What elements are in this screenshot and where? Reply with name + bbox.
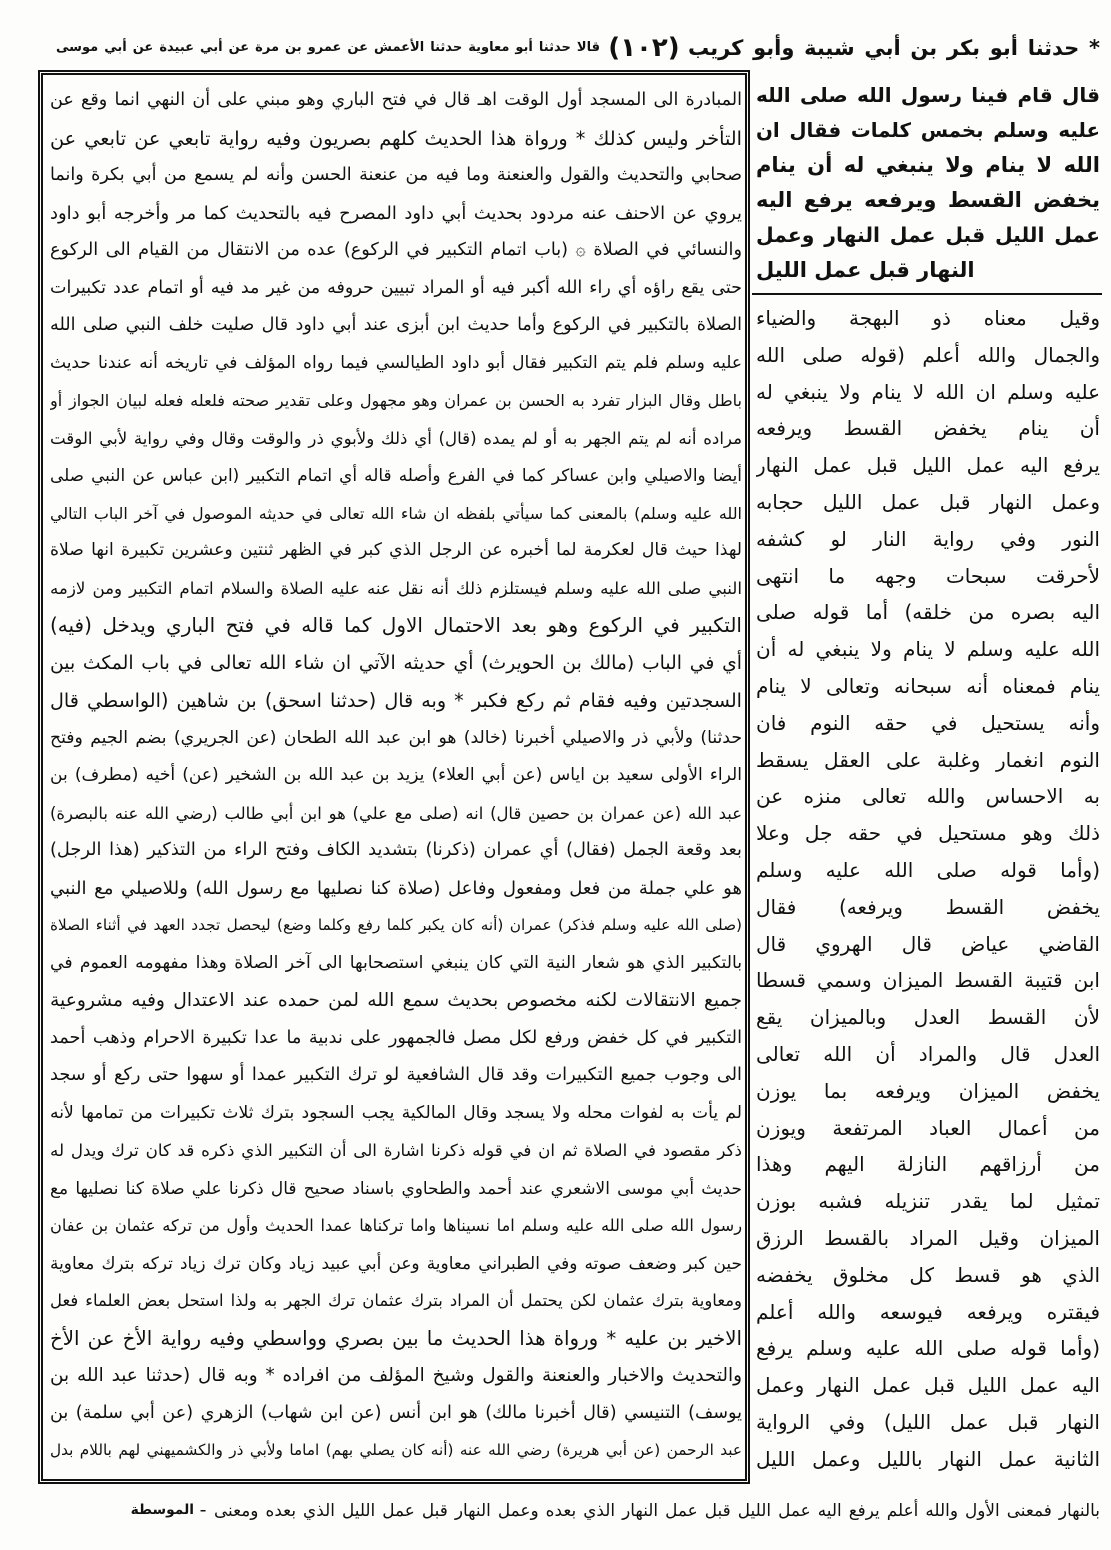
side-commentary-line: العدل قال والمراد أن الله تعالى xyxy=(756,1041,1100,1066)
main-line: لم يأت به لفوات محله ولا يسجد وقال المالكية يجب السجود بترك ثلاث تكبيرات من تمامها لأنه xyxy=(50,1102,742,1123)
header-left-text: قالا حدثنا أبو معاوية حدثنا الأعمش عن عمرو بن مرة عن أبي عبيدة عن أبي موسى xyxy=(56,40,600,55)
main-line: حتى يقع راؤه أي راء الله أكبر فيه أو المراد تبيين حروفه من غير مد فيه أو اتمام عدد تكبيرات xyxy=(50,277,742,298)
side-commentary-line: ينام فمعناه أنه سبحانه وتعالى لا ينام xyxy=(756,673,1100,698)
side-commentary-block xyxy=(756,300,1100,1478)
side-commentary-line: والجمال والله أعلم (قوله صلى الله xyxy=(756,342,1100,367)
side-commentary-line: أن ينام يخفض القسط ويرفعه xyxy=(756,416,1100,441)
side-commentary-line: يرفع اليه عمل الليل قبل عمل النهار xyxy=(756,453,1100,478)
side-commentary-line: تمثيل لما يقدر تنزيله فشبه بوزن xyxy=(756,1189,1100,1214)
matn-line: قال قام فينا رسول الله صلى الله xyxy=(756,83,1100,107)
main-line: لهذا حيث قال لعكرمة لما أخبره عن الرجل الذي كبر في الظهر ثنتين وعشرين تكبيرة انها صلاة xyxy=(50,540,742,560)
main-line: حدثنا) ولأبي ذر والاصيلي أخبرنا (خالد) هو ابن عبد الله الطحان (عن الجريري) بضم الجيم وفتح xyxy=(50,727,742,748)
side-commentary-line: وعمل النهار قبل عمل الليل حجابه xyxy=(756,489,1100,514)
side-commentary-line: عليه وسلم ان الله لا ينام ولا ينبغي له xyxy=(756,379,1100,404)
side-commentary-line: (وأما قوله صلى الله عليه وسلم يرفع xyxy=(756,1336,1100,1361)
matn-line: الله لا ينام ولا ينبغي له أن ينام xyxy=(756,153,1100,177)
side-commentary-line: الله عليه وسلم لا ينام ولا ينبغي له أن xyxy=(756,637,1100,662)
side-commentary-line: به الاحساس والله تعالى منزه عن xyxy=(756,784,1100,809)
main-line: أيضا والاصيلي وابن عساكر كما في الفرع وأصله قاله أي اتمام التكبير (ابن عباس عن النبي صلى xyxy=(50,465,742,485)
side-commentary-line: وقيل معناه ذو البهجة والضياء xyxy=(756,306,1100,330)
main-line: حين كبر وضعف صوته وفي الطبراني معاوية وعن أبي عبيد زياد وكان ترك زياد تركه بترك معاوية xyxy=(50,1252,742,1273)
side-commentary-line: وأنه يستحيل في حقه النوم فان xyxy=(756,710,1100,735)
side-divider-rule xyxy=(752,293,1102,295)
side-commentary-line: النور وفي رواية النار لو كشفه xyxy=(756,526,1100,551)
main-line: يوسف) التنيسي (قال أخبرنا مالك) هو ابن أنس (عن ابن شهاب) الزهري (عن أبي سلمة) بن xyxy=(50,1402,742,1423)
side-commentary-line: النوم انغمار وغلبة على العقل يسقط xyxy=(756,747,1100,772)
main-line: الله عليه وسلم) بالمعنى كما سيأتي بلفظه ان شاء الله تعالى في حديثه الموصول في آخر الباب التالي xyxy=(50,503,742,523)
main-line: بالتكبير الذي هو شعار النية التي كان ينبغي استصحابها الى آخر الصلاة وهذا مفهومه العموم في xyxy=(50,952,742,973)
matn-line: عمل الليل قبل عمل النهار وعمل xyxy=(756,223,1100,247)
main-line: النبي صلى الله عليه وسلم فيستلزم ذلك أنه نقل عنه عليه الصلاة والسلام اتمام التكبير ومن لازمه xyxy=(50,578,742,598)
matn-line: يخفض القسط ويرفعه يرفع اليه xyxy=(756,188,1100,212)
main-line: الصلاة بالتكبير في الركوع وأما حديث ابن أبزى عند أبي داود قال صليت خلف النبي صلى الله xyxy=(50,315,742,335)
side-commentary-line: يخفض الميزان ويرفعه بما يوزن xyxy=(756,1078,1100,1103)
side-matn-block xyxy=(756,78,1100,288)
side-commentary-line: لأن القسط العدل وبالميزان يقع xyxy=(756,1005,1100,1030)
side-commentary-line: الميزان وقيل المراد بالقسط الرزق xyxy=(756,1225,1100,1250)
header-right-text: * حدثنا أبو بكر بن أبي شيبة وأبو كريب xyxy=(688,36,1100,60)
main-line: الاخير بن عليه * ورواة هذا الحديث ما بين بصري وواسطي وفيه رواية الأخ عن الأخ xyxy=(50,1326,742,1350)
footer-catchword: الموسطة xyxy=(130,1502,194,1518)
main-line: والتحديث والاخبار والعنعنة والقول وشيخ المؤلف من افراده * وبه قال (حدثنا عبد الله بن xyxy=(50,1365,742,1386)
main-line: جميع الانتقالات لكنه مخصوص بحديث سمع الله لمن حمده عند الاعتدال وفيه مشروعية xyxy=(50,990,742,1011)
main-line: التأخر وليس كذلك * ورواة هذا الحديث كلهم بصريون وفيه رواية تابعي عن تابعي عن xyxy=(50,126,742,150)
matn-line: عليه وسلم بخمس كلمات فقال ان xyxy=(756,119,1100,142)
main-line: حديث أبي موسى الاشعري عند أحمد والطحاوي باسناد صحيح قال ذكرنا علي صلاة كنا نصليها مع xyxy=(50,1177,742,1198)
main-line: أي في الباب (مالك بن الحويرث) أي حديثه الآتي ان شاء الله تعالى في باب المكث بين xyxy=(50,652,742,674)
side-commentary-line: الذي هو قسط كل مخلوق يخفضه xyxy=(756,1262,1100,1287)
main-line: الى وجوب جميع التكبيرات وقد قال الشافعية لو ترك التكبير عمدا أو سهوا حتى ركع أو سجد xyxy=(50,1065,742,1085)
side-commentary-line: الثانية عمل النهار بالليل وعمل الليل xyxy=(756,1446,1100,1471)
side-commentary-line: ابن قتيبة القسط الميزان وسمي قسطا xyxy=(756,968,1100,993)
side-commentary-line: النهار قبل عمل الليل) وفي الرواية xyxy=(756,1409,1100,1434)
main-line: رسول الله صلى الله عليه وسلم اما نسيناها واما تركناها عمدا الحديث وأول من تركه عثمان بن عفان xyxy=(50,1216,742,1235)
side-commentary-line: القاضي عياض قال الهروي قال xyxy=(756,931,1100,956)
side-commentary-line: من أعمال العباد المرتفعة ويوزن xyxy=(756,1115,1100,1140)
main-line: بعد وقعة الجمل (فقال) أي عمران (ذكرنا) بتشديد الكاف وفتح الراء من التذكير (هذا الرجل) xyxy=(50,840,742,860)
side-commentary-line: فيقتره ويرفعه فيوسعه والله أعلم xyxy=(756,1299,1100,1324)
side-commentary-line: من أرزاقهم النازلة اليهم وهذا xyxy=(756,1152,1100,1177)
main-line: التكبير في كل خفض ورفع لكل مصل فالجمهور على ندبية ما عدا تكبيرة الاحرام وذهب أحمد xyxy=(50,1027,742,1048)
side-commentary-line: اليه عمل الليل قبل عمل النهار وعمل xyxy=(756,1373,1100,1398)
side-commentary-line: يخفض القسط ويرفعه) فقال xyxy=(756,894,1100,919)
main-line: الراء الأولى سعيد بن اياس (عن أبي العلاء) يزيد بن عبد الله بن الشخير (عن) أخيه (مطرف) بن xyxy=(50,765,742,785)
main-line: ومعاوية بترك عثمان لكن يحتمل أن المراد بترك عثمان ترك الجهر به ولذا استحل بعض العلماء فعل xyxy=(50,1291,742,1310)
main-line: (صلى الله عليه وسلم فذكر) عمران (أنه كان يكبر كلما رفع وكلما وضع) ليحصل تجدد العهد في أثناء الصلاة xyxy=(50,916,742,934)
footer-continuation-text: بالنهار فمعنى الأول والله أعلم يرفع اليه عمل الليل قبل عمل النهار الذي بعده وعمل النهار قبل عمل الليل الذي بعده ومعنى xyxy=(214,1500,1100,1520)
main-line: مراده أنه لم يتم الجهر به أو لم يمده (قال) أي ذلك ولأبوي ذر والوقت وقال وفي رواية لأبي الوقت xyxy=(50,428,742,448)
main-line: باطل وقال البزار تفرد به الحسن بن عمران وهو مجهول وعلى تقدير صحته فلعله فعله لبيان الجواز أو xyxy=(50,391,742,410)
main-line: السجدتين وفيه فقام ثم ركع فكبر * وبه قال (حدثنا اسحق) بن شاهين (الواسطي قال xyxy=(50,689,742,712)
main-line: هو علي جملة من فعل ومفعول وفاعل (صلاة كنا نصليها مع رسول الله) وللاصيلي مع النبي xyxy=(50,877,742,899)
side-commentary-line: (وأما قوله صلى الله عليه وسلم xyxy=(756,857,1100,882)
side-commentary-line: ذلك وهو مستحيل في حقه جل وعلا xyxy=(756,821,1100,846)
main-line: عليه وسلم فلم يتم التكبير فقال أبو داود الطيالسي فيما رواه المؤلف في تاريخه أنه عندنا حديث xyxy=(50,352,742,373)
main-line: التكبير في الركوع وهو بعد الاحتمال الاول كما قاله في فتح الباري ويدخل (فيه) xyxy=(50,613,742,637)
side-commentary-line: اليه بصره من خلقه) أما قوله صلى xyxy=(756,600,1100,625)
matn-line: النهار قبل عمل الليل xyxy=(756,258,975,282)
main-line: صحابي والتحديث والقول والعنعنة وما فيه من عنعنة الحسن وأنه لم يسمع من أبي بكرة وانما xyxy=(50,165,742,185)
page-number: (١٠٢) xyxy=(608,33,680,63)
footer-dash: - xyxy=(199,1499,207,1521)
main-commentary-column xyxy=(50,82,742,1470)
main-line: ذكر مقصود في الصلاة ثم ان في قوله ذكرنا اشارة الى أن التكبير الذي ذكره قد كان ترك ويدل له xyxy=(50,1140,742,1160)
side-commentary-line: لأحرقت سبحات وجهه ما انتهى xyxy=(756,563,1100,588)
main-line: المبادرة الى المسجد أول الوقت اهـ قال في فتح الباري وهو مبني على أن النهي انما وقع عن xyxy=(50,90,742,110)
main-line: والنسائي في الصلاة ۞ (باب اتمام التكبير في الركوع) عده من الانتقال من القيام الى الركوع xyxy=(50,240,742,260)
main-line: يروي عن الاحنف عنه مردود بحديث أبي داود المصرح فيه بالتحديث كما مر وأخرجه أبو داود xyxy=(50,202,742,224)
main-line: عبد الرحمن (عن أبي هريرة) رضي الله عنه (أنه كان يصلي بهم) اماما ولأبي ذر والكشميهني لهم باللام بدل xyxy=(50,1441,742,1459)
main-line: عبد الله (عن عمران بن حصين قال) انه (صلى مع علي) هو ابن أبي طالب (رضي الله عنه بالبصرة) xyxy=(50,803,742,823)
